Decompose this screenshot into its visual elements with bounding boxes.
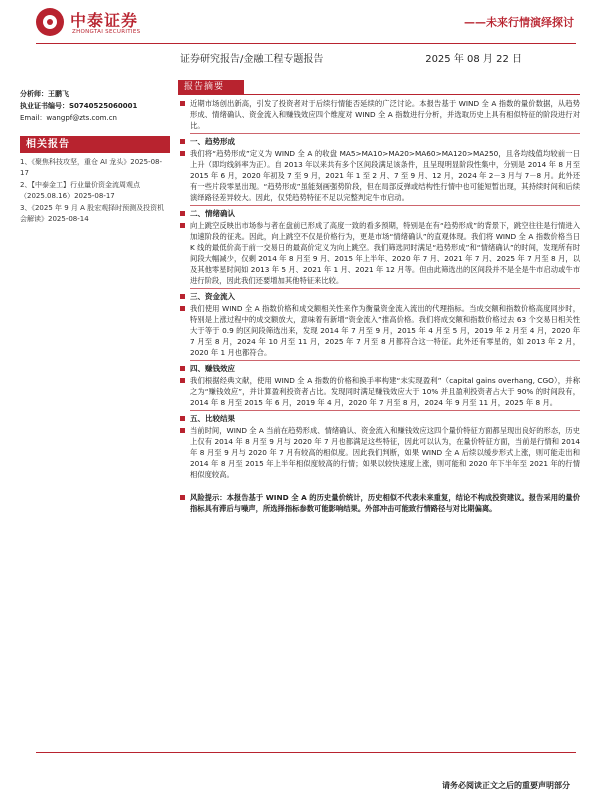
- section-divider: [190, 205, 580, 206]
- analyst-info: [20, 88, 170, 124]
- logo-english-name: ZHONGTAI SECURITIES: [72, 29, 141, 35]
- section-divider: [190, 360, 580, 361]
- analyst-name: 分析师：王鹏飞: [20, 90, 69, 98]
- abstract-title: 报告摘要: [178, 80, 244, 94]
- logo-mark-icon: [36, 8, 64, 36]
- sidebar: [20, 82, 170, 226]
- report-header: [0, 0, 600, 80]
- section-heading: 五、比较结果: [178, 413, 580, 425]
- header-divider: [36, 43, 576, 44]
- footer-disclaimer: 请务必阅读正文之后的重要声明部分: [442, 781, 570, 790]
- section-divider: [190, 410, 580, 411]
- section-text: 我们将“趋势形成”定义为 WIND 全 A 的收盘 MA5>MA10>MA20>MA60>MA120>MA250，且各均线值均较前一日上升（即均线斜率为正）。自 2013 年以来共有多个区间段满足该条件，且呈现明显阶段性集中，分别是 2014 年 8 月至 2015 年 6 月，2020 年初及 7 至 9 月，2021 年 1 至 2 月、7 至 9 月、12 月，2024 年 2－3 月与 7－8 月。此外还有一些片段零星出现。“趋势形成”虽能刻画强势阶段，但在局部反弹或结构性行情中也可能短暂出现，其持续时间和后续演绎路径差异较大。因此，仅凭趋势特征不足以完整判定牛市启动。: [178, 148, 580, 203]
- abstract-intro: 近期市场创出新高，引发了投资者对于后续行情能否延续的广泛讨论。本报告基于 WIND 全 A 指数的量价数据，从趋势形成、情绪确认、资金流入和赚钱效应四个维度对 WIND 全 A 指数进行分析，并选取历史上具有相似特征的阶段进行对比。: [178, 98, 580, 131]
- logo-chinese-name: 中泰证券: [70, 11, 139, 30]
- section-text: 我们使用 WIND 全 A 指数价格和成交额相关性来作为衡量资金流入流出的代理指标。当成交额和指数价格高度同步时，特别是上涨过程中的成交额放大，意味着有新增“资金流入”推高价格。我们将成交额和指数价格过去 63 个交易日相关性大于等于 0.9 的区间段筛选出来，发现 2014 年 7 月至 9 月，2015 年 4 月至 5 月，2019 年 2 月至 4 月，2020 年 7 月至 8 月，2024 年 10 月至 11 月，2025 年 7 月至 8 月都符合这一特征。此外还有零星的，如 2013 年 2 月，2020 年 1 月也都符合。: [178, 303, 580, 358]
- section-heading: 一、趋势形成: [178, 136, 580, 148]
- company-logo: [36, 6, 166, 44]
- section-heading: 二、情绪确认: [178, 208, 580, 220]
- section-text: 向上跳空反映出市场参与者在盘前已形成了高度一致的看多预期，特别是在有“趋势形成”的背景下，跳空往往是行情进入加速阶段的征兆。因此，向上跳空不仅是价格行为，更是市场“情绪确认”的直观体现。我们将 WIND 全 A 指数价格当日 K 线的最低价高于前一交易日的最高价定义为向上跳空。我们筛选同时满足“趋势形成”和“情绪确认”的时间，发现所有时间段大幅减少，仅剩 2014 年 8 月至 9 月、2015 年上半年、2020 年 7 月、2021 年 7 月、2025 年 7 月至 8 月，以及其他零星时间如 2013 年 5 月、2021 年 1 月、2021 年 12 月等。但由此筛选出的区间段并不是全是牛市启动或牛市进行阶段，因此我们还要增加其他特征来比较。: [178, 220, 580, 287]
- related-reports-title: 相关报告: [20, 136, 170, 153]
- analyst-email[interactable]: Email：wangpf@zts.com.cn: [20, 114, 117, 122]
- footer-divider: [36, 752, 576, 753]
- section-divider: [190, 133, 580, 134]
- related-report-item[interactable]: 3、《2025 年 9 月 A 股宏观择时预测及投资机会解读》2025-08-14: [20, 204, 165, 223]
- section-heading: 三、资金流入: [178, 291, 580, 303]
- section-divider: [190, 288, 580, 289]
- section-heading: 四、赚钱效应: [178, 363, 580, 375]
- related-report-item[interactable]: 2、【中泰金工】行业量价资金流周观点（2025.08.16）2025-08-17: [20, 181, 140, 200]
- risk-warning: 风险提示：本报告基于 WIND 全 A 的历史量价统计，历史相似不代表未来重复，结论不构成投资建议。报告采用的量价指标具有滞后与噪声，所选择指标参数可能影响结果。外部冲击可能致行情路径与对比期偏离。: [178, 492, 580, 514]
- analyst-cert: 执业证书编号：S0740525060001: [20, 102, 138, 110]
- related-reports-list: [20, 157, 170, 225]
- report-type: 证券研究报告/金融工程专题报告: [180, 54, 324, 65]
- report-date: 2025 年 08 月 22 日: [425, 54, 522, 65]
- related-report-item[interactable]: 1、《聚焦科技攻坚，重仓 AI 龙头》2025-08-17: [20, 158, 163, 177]
- report-abstract: [178, 80, 580, 515]
- section-text: 当前时间，WIND 全 A 当前在趋势形成、情绪确认、资金流入和赚钱效应这四个量价特征方面都呈现出良好的形态，历史上仅有 2014 年 8 月至 9 月与 2020 年 7 月也都满足这些特征，因此可以认为，在量价特征方面，当前是行情和 2014 年 8 月至 9 月与 2020 年 7 月有较高的相似度。因此我们判断，如果 WIND 全 A 后续以缓步形式上涨，则可能走出和 2014 年 8 月至 2015 年上半年相似度较高的行情；如果以较快速度上涨，则可能和 2020 年下半年至 2021 年的行情相似度较高。: [178, 425, 580, 480]
- abstract-divider: [178, 94, 580, 95]
- section-text: 我们根据经典文献，使用 WIND 全 A 指数的价格和换手率构建“未实现盈利”（capital gains overhang, CGO），并称之为“赚钱效应”，并计算盈利投资者占比。发现同时满足赚钱效应大于 10% 并且盈利投资者占大于 90% 的时间段有，2014 年 8 月至 2015 年 6 月，2019 年 4 月，2020 年 7 月至 8 月，2024 年 9 月至 11 月，2025 年 8 月。: [178, 375, 580, 408]
- report-series-title: ——未来行情演绎探讨: [464, 16, 574, 29]
